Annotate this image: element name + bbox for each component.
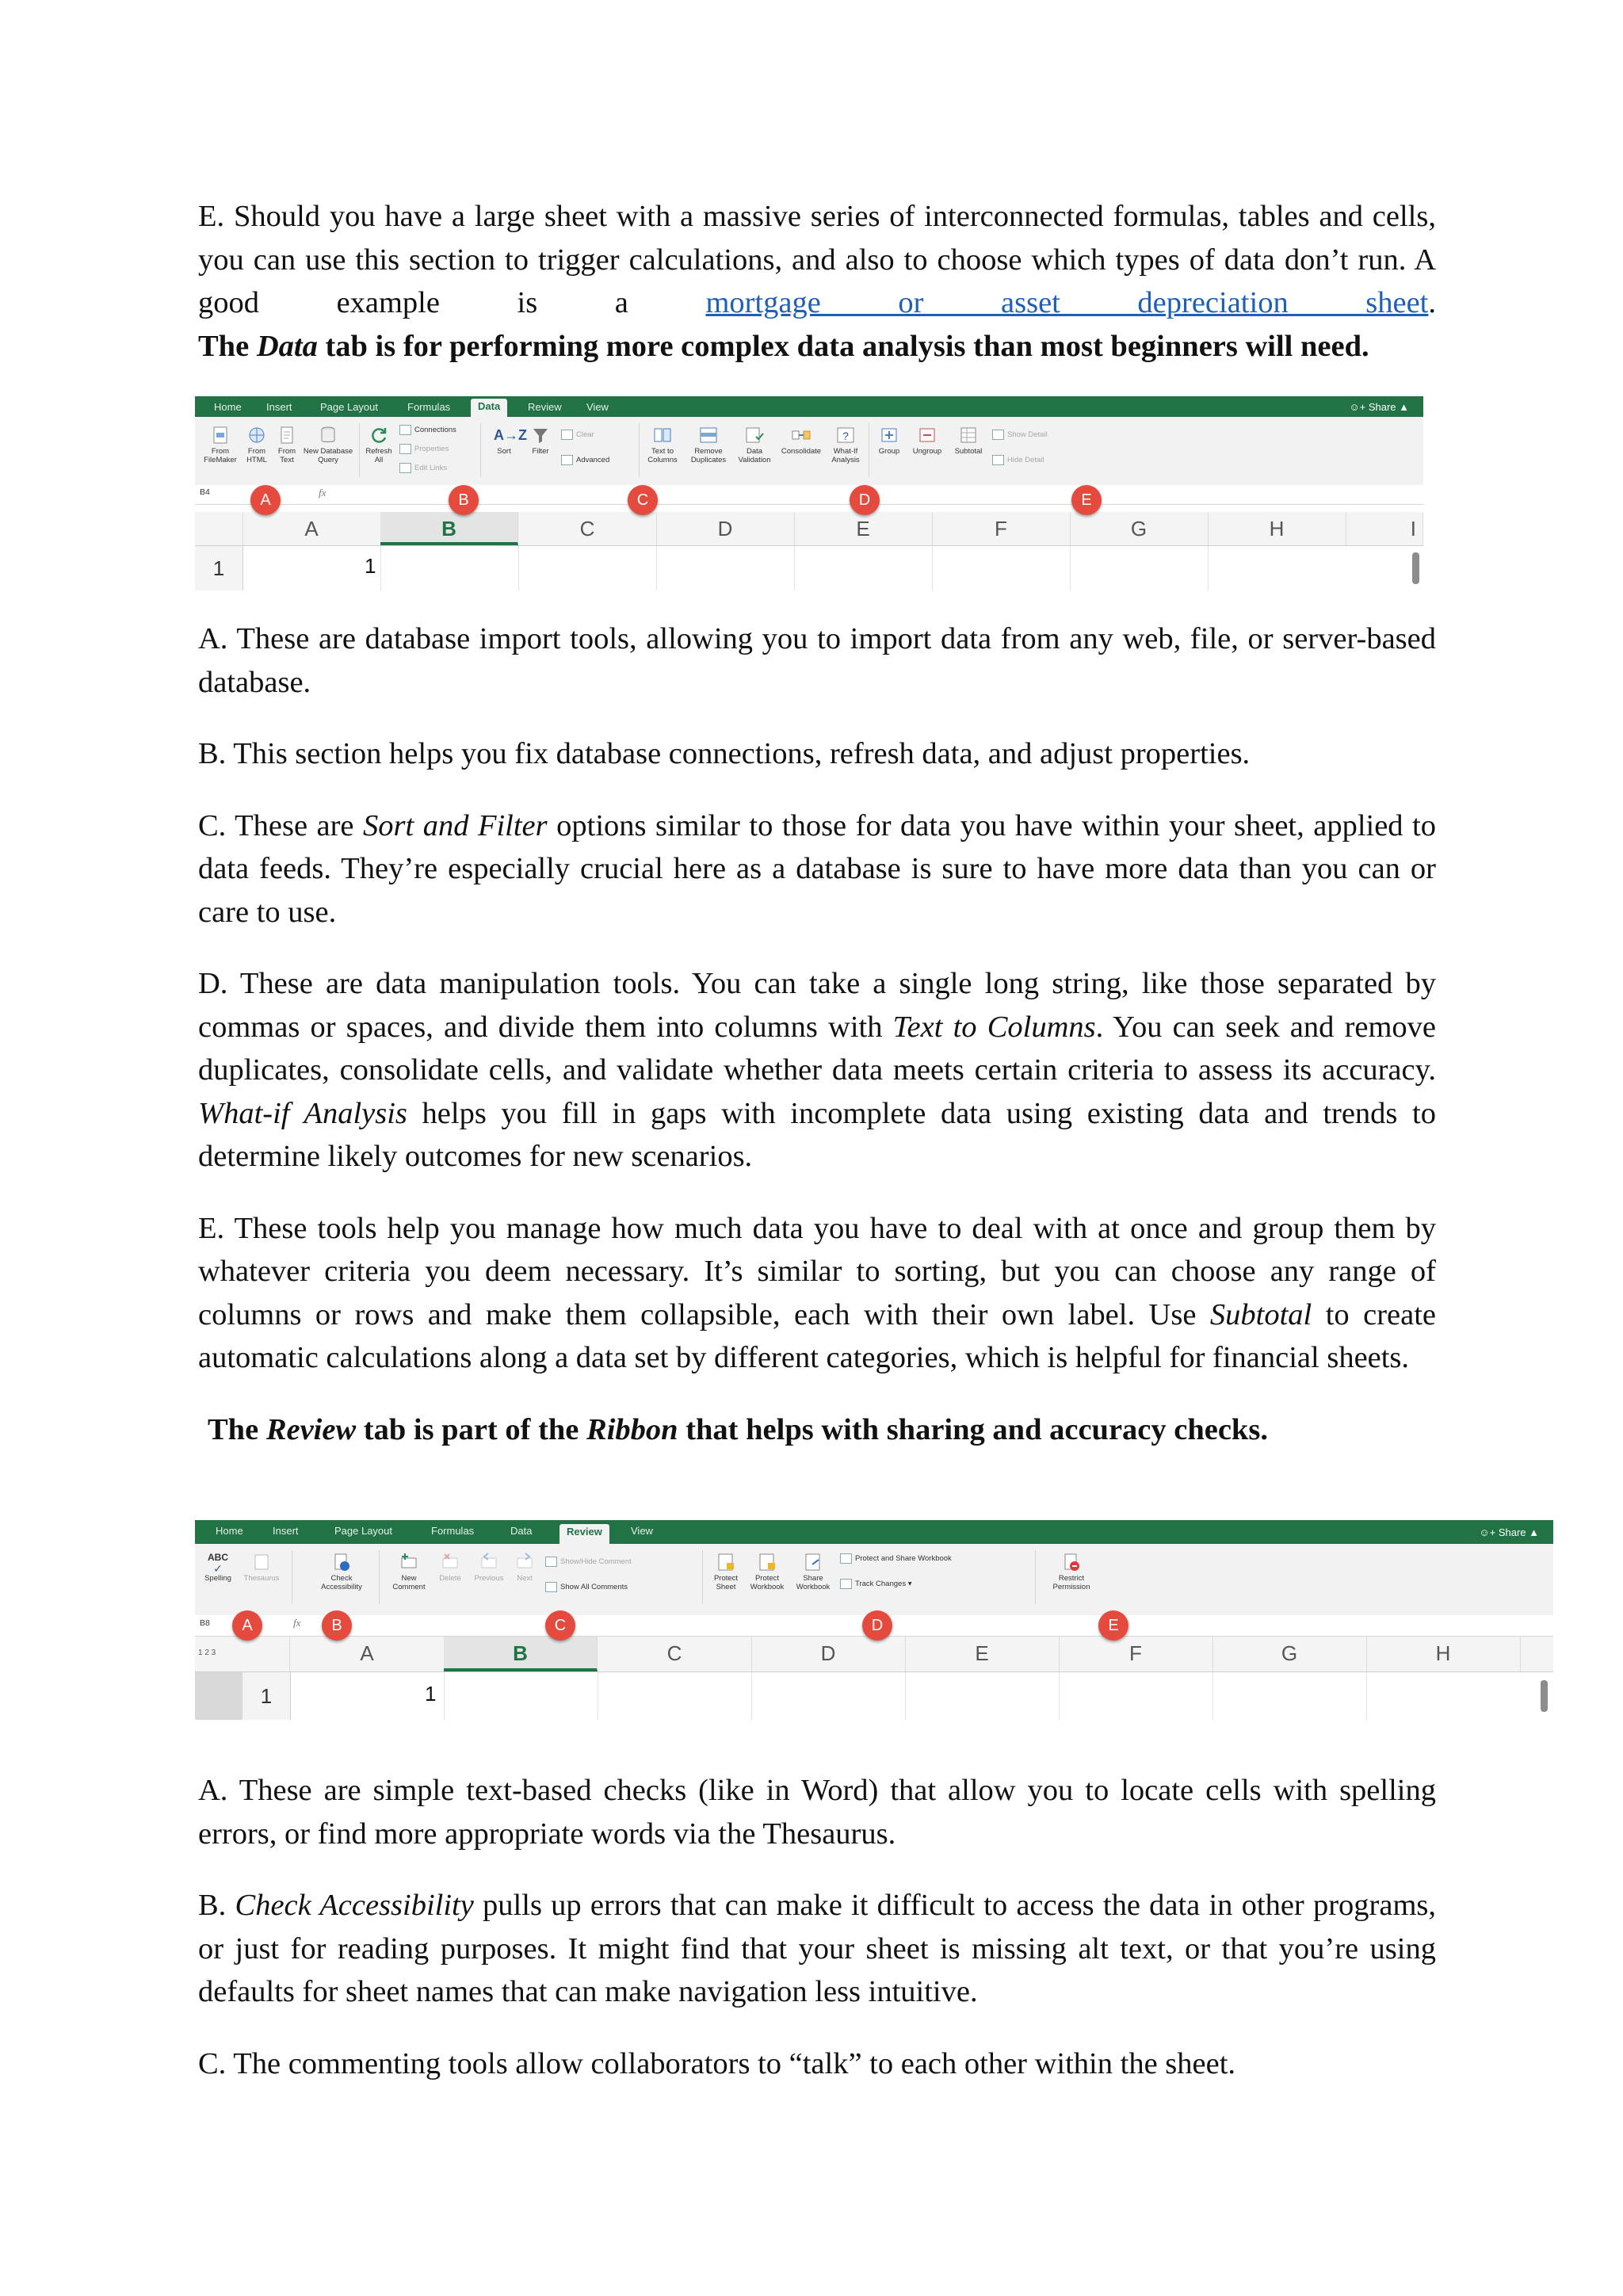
name-box[interactable]: B8	[200, 1618, 210, 1628]
data-point-e	[198, 1207, 1436, 1380]
tab-page-layout[interactable]: Page Layout	[334, 1525, 393, 1537]
remove-duplicates-button[interactable]	[685, 425, 732, 464]
gridline	[444, 1672, 445, 1720]
database-icon	[318, 425, 338, 445]
data-tab-heading	[198, 325, 1436, 369]
data-d-1: D. These are data manipulation tools. You can take a single long string, like those separated by commas or spaces, and divide them into columns with	[198, 967, 1436, 1044]
consolidate-label: Consolidate	[781, 447, 822, 456]
column-header-f[interactable]: F	[1059, 1637, 1213, 1671]
column-header-b[interactable]: B	[380, 512, 518, 545]
data-e-em: Subtotal	[1209, 1297, 1312, 1331]
outline-level-buttons[interactable]: 1 2 3	[195, 1637, 290, 1671]
data-point-c	[198, 804, 1436, 934]
share-button[interactable]: ☺+ Share ▲	[1349, 401, 1409, 413]
column-header-e[interactable]: E	[794, 512, 933, 545]
globe-icon	[246, 425, 267, 445]
share-workbook-icon	[803, 1552, 823, 1572]
hide-detail-label: Hide Detail	[1007, 456, 1044, 465]
share-label: Share	[1368, 401, 1396, 413]
advanced-button[interactable]	[561, 455, 609, 465]
ungroup-label: Ungroup	[912, 447, 942, 456]
hide-detail-button[interactable]	[992, 455, 1044, 465]
ungroup-icon	[917, 425, 938, 445]
callout-marker-a: A	[250, 485, 281, 515]
show-hide-comment-button[interactable]	[545, 1557, 632, 1567]
column-header-e[interactable]: E	[905, 1637, 1060, 1671]
filemaker-icon	[210, 425, 231, 445]
row-1	[195, 1672, 1553, 1720]
data-validation-label: Data Validation	[738, 447, 771, 464]
filter-button[interactable]	[526, 425, 555, 457]
gridline	[1366, 1672, 1367, 1720]
accessibility-icon	[331, 1552, 352, 1572]
data-d-2: . You can seek and remove duplicates, consolidate cells, and validate whether data meets certain criteria to assess its accuracy.	[198, 1010, 1437, 1087]
gridline	[751, 1672, 752, 1720]
clear-button[interactable]	[561, 430, 594, 440]
advanced-label: Advanced	[576, 456, 610, 465]
from-filemaker-button[interactable]	[200, 425, 241, 464]
from-html-button[interactable]	[242, 425, 271, 464]
sort-az-icon: A→Z	[494, 427, 527, 443]
tab-page-layout[interactable]: Page Layout	[320, 401, 379, 413]
column-header-d[interactable]: D	[656, 512, 795, 545]
column-header-d[interactable]: D	[751, 1637, 906, 1671]
protect-workbook-button[interactable]	[745, 1552, 789, 1591]
data-point-d	[198, 962, 1436, 1179]
thesaurus-button[interactable]	[238, 1552, 285, 1584]
filter-label: Filter	[532, 447, 549, 456]
callout-marker-e: E	[1098, 1610, 1128, 1641]
ungroup-button[interactable]	[907, 425, 948, 457]
edit-links-icon	[399, 463, 411, 473]
connections-label: Connections	[414, 426, 456, 435]
properties-label: Properties	[414, 445, 449, 454]
ribbon-tab-bar	[195, 1520, 1553, 1544]
callout-marker-b: B	[322, 1610, 352, 1641]
hide-detail-icon	[992, 455, 1004, 465]
clear-icon	[561, 430, 573, 440]
advanced-filter-icon	[561, 455, 573, 465]
add-person-icon: ☺+	[1479, 1526, 1499, 1538]
show-all-comments-button[interactable]	[545, 1582, 628, 1592]
review-heading-em2: Ribbon	[586, 1412, 678, 1446]
gridline	[518, 546, 519, 590]
excel-data-tab-screenshot	[195, 396, 1423, 590]
connections-button[interactable]	[399, 425, 456, 435]
show-detail-label: Show Detail	[1007, 430, 1048, 440]
column-header-h[interactable]: H	[1366, 1637, 1521, 1671]
from-text-label: From Text	[277, 447, 296, 464]
group-button[interactable]	[873, 425, 905, 457]
review-point-a: A. These are simple text-based checks (like in Word) that allow you to locate cells with spelling errors, or find more appropriate words via the Thesaurus.	[198, 1774, 1436, 1851]
column-header-f[interactable]: F	[932, 512, 1071, 545]
tab-view[interactable]: View	[631, 1525, 653, 1537]
thesaurus-label: Thesaurus	[243, 1574, 280, 1583]
new-database-query-button[interactable]	[301, 425, 355, 464]
gridline	[1070, 546, 1071, 590]
tab-formulas[interactable]: Formulas	[431, 1525, 475, 1537]
protect-share-workbook-button[interactable]	[840, 1553, 952, 1564]
show-all-comments-label: Show All Comments	[560, 1583, 628, 1592]
column-header-c[interactable]: C	[598, 1637, 752, 1671]
callout-marker-b: B	[449, 485, 479, 515]
review-b-pre: B.	[198, 1889, 235, 1922]
remove-duplicates-icon	[698, 425, 719, 445]
data-heading-pre: The	[198, 329, 257, 363]
callout-marker-d: D	[850, 485, 880, 515]
spelling-label: Spelling	[204, 1574, 231, 1583]
ribbon-separator	[1035, 1550, 1036, 1604]
remove-duplicates-label: Remove Duplicates	[690, 447, 727, 464]
outline-gutter	[195, 1672, 242, 1720]
consolidate-icon	[791, 425, 812, 445]
subtotal-label: Subtotal	[954, 447, 983, 456]
next-label: Next	[517, 1574, 533, 1583]
gridline	[1208, 546, 1209, 590]
column-header-row	[195, 1637, 1553, 1672]
track-changes-icon	[840, 1579, 852, 1589]
fx-icon: fx	[293, 1617, 301, 1629]
data-point-a: A. These are database import tools, allowing you to import data from any web, file, or server-based database.	[198, 622, 1436, 699]
review-ribbon	[195, 1544, 1553, 1616]
gridline	[794, 546, 795, 590]
spelling-button[interactable]	[200, 1552, 236, 1584]
data-point-b: B. This section helps you fix database connections, refresh data, and adjust properties.	[198, 737, 1251, 770]
data-tab-explanations	[198, 617, 1436, 1451]
e-intro-text: E. Should you have a large sheet with a massive series of interconnected formulas, tables and cells, you can use this section to trigger calculations, and also to choose which types of data don’t run. A good example is a	[198, 200, 1436, 319]
column-header-g[interactable]: G	[1070, 512, 1209, 545]
mortgage-sheet-link[interactable]: mortgage or asset depreciation sheet	[705, 286, 1429, 319]
data-ribbon	[195, 417, 1423, 486]
check-accessibility-label: Check Accessibility	[321, 1574, 362, 1591]
callout-marker-c: C	[545, 1610, 575, 1641]
protect-sheet-button[interactable]	[708, 1552, 743, 1591]
gridline	[905, 1672, 906, 1720]
funnel-icon	[530, 425, 551, 445]
sort-label: Sort	[497, 447, 511, 456]
subtotal-button[interactable]	[949, 425, 987, 457]
vertical-scrollbar-thumb[interactable]	[1541, 1680, 1548, 1712]
tab-view[interactable]: View	[586, 401, 609, 413]
share-workbook-button[interactable]	[791, 1552, 835, 1591]
subtotal-icon	[958, 425, 979, 445]
new-database-query-label: New Database Query	[303, 447, 353, 464]
edit-links-label: Edit Links	[414, 464, 448, 473]
data-d-em1: Text to Columns	[892, 1010, 1096, 1044]
ribbon-tab-bar	[195, 396, 1423, 417]
gridline	[932, 546, 933, 590]
group-label: Group	[878, 447, 900, 456]
tab-insert[interactable]: Insert	[273, 1525, 299, 1537]
properties-icon	[399, 444, 411, 454]
tab-data[interactable]: Data	[510, 1525, 533, 1537]
share-workbook-label: Share Workbook	[796, 1574, 831, 1591]
show-detail-icon	[992, 430, 1004, 440]
tab-review[interactable]: Review	[528, 401, 562, 413]
gridline	[1059, 1672, 1060, 1720]
text-to-columns-icon	[652, 425, 673, 445]
cell-a1-value[interactable]: 1	[425, 1682, 437, 1706]
show-hide-comment-label: Show/Hide Comment	[560, 1557, 632, 1567]
column-header-b[interactable]: B	[444, 1637, 598, 1671]
add-person-icon: ☺+	[1349, 401, 1369, 413]
clear-label: Clear	[576, 430, 594, 440]
next-comment-icon	[514, 1552, 535, 1572]
what-if-icon	[835, 425, 856, 445]
column-header-c[interactable]: C	[518, 512, 657, 545]
data-c-pre: C. These are	[198, 808, 364, 842]
data-heading-em: Data	[256, 329, 318, 363]
callout-marker-a: A	[232, 1610, 262, 1641]
review-tab-explanations	[198, 1769, 1436, 2085]
protect-workbook-label: Protect Workbook	[750, 1574, 785, 1591]
select-all-corner[interactable]	[195, 512, 243, 545]
data-validation-icon	[744, 425, 765, 445]
refresh-all-label: Refresh All	[365, 447, 392, 464]
text-to-columns-button[interactable]	[642, 425, 683, 464]
from-text-button[interactable]	[274, 425, 300, 464]
review-b-em: Check Accessibility	[235, 1889, 474, 1922]
name-box[interactable]: B4	[200, 487, 210, 497]
review-heading-post: that helps with sharing and accuracy checks.	[678, 1412, 1268, 1446]
e-intro-end: .	[1428, 286, 1436, 319]
ribbon-separator	[379, 1550, 380, 1604]
excel-review-tab-screenshot	[195, 1520, 1553, 1734]
tab-home[interactable]: Home	[216, 1525, 243, 1537]
review-point-c: C. The commenting tools allow collaborators to “talk” to each other within the sheet.	[198, 2046, 1236, 2080]
tab-formulas[interactable]: Formulas	[407, 401, 451, 413]
from-html-label: From HTML	[246, 447, 267, 464]
column-header-a[interactable]: A	[290, 1637, 445, 1671]
gridline	[380, 546, 381, 590]
data-d-em2: What-if Analysis	[198, 1096, 407, 1130]
track-changes-button[interactable]: Track Changes ▾	[840, 1579, 912, 1589]
edit-links-button[interactable]	[399, 463, 447, 473]
row-1	[195, 546, 1423, 590]
track-changes-label: Track Changes	[855, 1580, 907, 1589]
delete-comment-button[interactable]	[433, 1552, 468, 1584]
share-label: Share	[1498, 1526, 1526, 1538]
group-icon	[879, 425, 899, 445]
protect-sheet-label: Protect Sheet	[713, 1574, 739, 1591]
gridline	[1212, 1672, 1213, 1720]
row-number[interactable]: 1	[242, 1672, 291, 1720]
new-comment-label: New Comment	[392, 1574, 426, 1591]
previous-comment-icon	[479, 1552, 499, 1572]
show-hide-comment-icon	[545, 1557, 557, 1567]
review-heading-em1: Review	[265, 1412, 357, 1446]
ribbon-separator	[359, 423, 360, 477]
row-number[interactable]: 1	[195, 546, 243, 590]
ribbon-separator	[480, 423, 481, 477]
protect-share-label: Protect and Share Workbook	[855, 1554, 952, 1564]
protect-sheet-icon	[716, 1552, 736, 1572]
sort-button[interactable]	[485, 425, 527, 457]
consolidate-button[interactable]	[778, 425, 824, 457]
paragraph-e-intro	[198, 195, 1436, 368]
previous-comment-button[interactable]	[469, 1552, 509, 1584]
protect-share-icon	[840, 1553, 852, 1564]
properties-button[interactable]	[399, 444, 449, 454]
review-heading-mid: tab is part of the	[356, 1412, 587, 1446]
fx-icon: fx	[319, 487, 327, 499]
text-file-icon	[277, 425, 297, 445]
show-detail-button[interactable]	[992, 430, 1048, 440]
tab-insert[interactable]: Insert	[266, 401, 292, 413]
column-header-i[interactable]: I	[1346, 512, 1423, 545]
callout-marker-c: C	[628, 485, 658, 515]
what-if-analysis-button[interactable]	[826, 425, 865, 464]
book-icon	[251, 1552, 272, 1572]
previous-label: Previous	[474, 1574, 504, 1583]
refresh-icon	[369, 425, 389, 445]
cell-a1-value[interactable]: 1	[365, 554, 376, 578]
column-header-row	[195, 512, 1423, 546]
restrict-permission-icon	[1061, 1552, 1082, 1572]
gridline	[656, 546, 657, 590]
review-tab-heading	[198, 1408, 1436, 1452]
data-c-post: options similar to those for data you have within your sheet, applied to data feeds. They’re especially crucial here as a database is sure to have more data than you can or care to use.	[198, 808, 1437, 929]
vertical-scrollbar-thumb[interactable]	[1412, 552, 1419, 584]
review-b-post: pulls up errors that can make it difficult to access the data in other programs, or just for reading purposes. It might find that your sheet is missing alt text, or that you’re using defaults for sheet names that can make navigation less intuitive.	[198, 1889, 1436, 2008]
ribbon-separator	[702, 1550, 703, 1604]
check-accessibility-button[interactable]	[314, 1552, 369, 1591]
connections-icon	[399, 425, 411, 435]
protect-workbook-icon	[757, 1552, 777, 1572]
abc-text: ABC	[208, 1552, 228, 1563]
callout-marker-d: D	[862, 1610, 892, 1641]
callout-marker-e: E	[1071, 485, 1102, 515]
restrict-permission-button[interactable]	[1046, 1552, 1097, 1591]
spelling-check-icon: ABC ✓	[208, 1552, 228, 1575]
tab-home[interactable]: Home	[214, 401, 242, 413]
show-all-comments-icon	[545, 1582, 557, 1592]
tab-data[interactable]: Data	[471, 399, 507, 417]
from-filemaker-label: From FileMaker	[204, 447, 237, 464]
new-comment-icon	[399, 1552, 419, 1572]
text-to-columns-label: Text to Columns	[647, 447, 678, 464]
delete-comment-icon	[440, 1552, 460, 1572]
data-heading-post: tab is for performing more complex data analysis than most beginners will need.	[317, 329, 1369, 363]
column-header-h[interactable]: H	[1208, 512, 1346, 545]
formula-bar	[195, 485, 1423, 505]
svg-text:?: ?	[842, 430, 849, 442]
data-e-1: E. These tools help you manage how much data you have to deal with at once and group them by whatever criteria you deem necessary. It’s similar to sorting, but you can choose any range of columns or rows and make them collapsible, each with their own label. Use	[198, 1211, 1436, 1331]
column-header-a[interactable]: A	[242, 512, 381, 545]
new-comment-button[interactable]	[387, 1552, 431, 1591]
ribbon-separator	[639, 423, 640, 477]
delete-label: Delete	[439, 1574, 461, 1583]
review-heading-pre: The	[208, 1412, 266, 1446]
data-e-2: to create automatic calculations along a data set by different categories, which is helpful for financial sheets.	[198, 1297, 1436, 1374]
column-header-g[interactable]: G	[1212, 1637, 1367, 1671]
review-point-b	[198, 1884, 1436, 2014]
data-c-em: Sort and Filter	[363, 808, 548, 842]
data-validation-button[interactable]	[734, 425, 775, 464]
share-button[interactable]: ☺+ Share ▲	[1479, 1526, 1539, 1538]
what-if-label: What-If Analysis	[831, 447, 860, 464]
data-d-3: helps you fill in gaps with incomplete data using existing data and trends to determine likely outcomes for new scenarios.	[198, 1096, 1436, 1173]
restrict-permission-label: Restrict Permission	[1052, 1574, 1090, 1591]
refresh-all-button[interactable]	[363, 425, 395, 464]
tab-review[interactable]: Review	[559, 1524, 609, 1544]
next-comment-button[interactable]	[510, 1552, 539, 1584]
